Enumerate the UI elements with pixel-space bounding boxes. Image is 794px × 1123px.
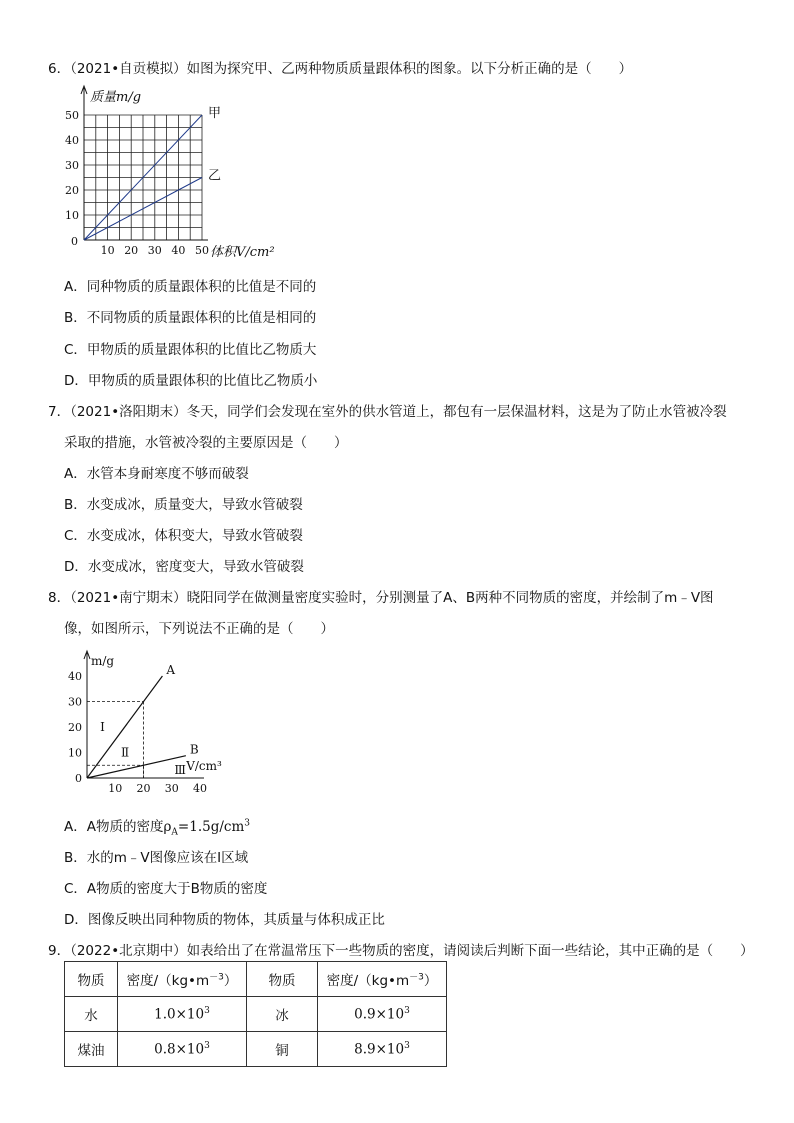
question-text: 冬天，同学们会发现在室外的供水管道上，都包有一层保温材料，这是为了防止水管被冷裂 xyxy=(186,404,727,420)
table-cell: 水 xyxy=(65,997,118,1032)
density-value: =1.5g/cm xyxy=(177,819,245,835)
table-cell: $0.9\times 10^3$ xyxy=(318,997,447,1032)
x-tick-label: 50 xyxy=(195,244,209,257)
question-source: （2021•南宁期末） xyxy=(70,590,187,606)
x-tick-label: 20 xyxy=(124,244,139,257)
question-source: （2021•洛阳期末） xyxy=(70,404,187,420)
question-text: 如表给出了在常温常压下一些物质的密度，请阅读后判断下面一些结论，其中正确的是（ ） xyxy=(186,943,754,959)
question-number: 8． xyxy=(48,590,71,606)
y-tick-label: 30 xyxy=(68,695,82,709)
option-a-text: A．A物质的密度 xyxy=(64,819,164,835)
table-row xyxy=(65,1032,447,1067)
rho-symbol: ρ xyxy=(163,819,172,835)
question-number: 7． xyxy=(48,404,71,420)
x-tick-label: 40 xyxy=(193,782,207,795)
question-7-stem xyxy=(48,400,727,420)
q8-option-b[interactable]: B．水的m﹣V图像应该在Ⅰ区域 xyxy=(64,850,249,866)
question-text: 晓阳同学在做测量密度实验时，分别测量了A、B两种不同物质的密度，并绘制了m﹣V图 xyxy=(186,590,714,606)
question-6-stem xyxy=(48,57,632,77)
x-tick-label: 30 xyxy=(147,244,162,257)
density-table xyxy=(64,961,447,1067)
x-tick-label: 10 xyxy=(108,782,123,795)
table-row xyxy=(65,997,447,1032)
x-tick-label: 20 xyxy=(136,782,151,795)
table-header-row xyxy=(65,962,447,997)
series-label: B xyxy=(189,742,199,757)
table-cell: 煤油 xyxy=(65,1032,118,1067)
series-label: 乙 xyxy=(208,168,222,184)
question-source: （2022•北京期中） xyxy=(70,943,187,959)
region-label: Ⅱ xyxy=(121,745,130,760)
question-7-stem-line2: 采取的措施，水管被冷裂的主要原因是（ ） xyxy=(64,435,348,451)
x-tick-label: 40 xyxy=(171,244,186,257)
x-tick-label: 30 xyxy=(164,782,179,795)
x-tick-label: 10 xyxy=(100,244,115,257)
x-axis-label: V/cm³ xyxy=(186,759,222,773)
q7-option-c[interactable]: C．水变成冰，体积变大，导致水管破裂 xyxy=(64,528,303,544)
origin-label: 0 xyxy=(71,235,78,248)
table-cell: $0.8\times 10^3$ xyxy=(118,1032,247,1067)
mass-volume-chart-2 xyxy=(60,647,260,797)
question-source: （2021•自贡模拟） xyxy=(70,61,187,77)
question-number: 9． xyxy=(48,943,71,959)
q6-option-c[interactable]: C．甲物质的质量跟体积的比值比乙物质大 xyxy=(64,342,317,358)
y-tick-label: 10 xyxy=(65,209,79,222)
y-tick-label: 20 xyxy=(68,721,82,734)
x-axis-label: 体积V/cm² xyxy=(210,245,275,260)
table-cell: $8.9\times 10^3$ xyxy=(318,1032,447,1067)
q7-option-d[interactable]: D．水变成冰，密度变大，导致水管破裂 xyxy=(64,559,304,575)
y-tick-label: 40 xyxy=(65,134,79,147)
header-cell: 物质 xyxy=(65,962,118,997)
question-8-stem-line2: 像，如图所示，下列说法不正确的是（ ） xyxy=(64,621,334,637)
series-line xyxy=(87,676,162,778)
y-tick-label: 20 xyxy=(65,184,79,197)
series-line xyxy=(87,756,186,778)
q6-option-d[interactable]: D．甲物质的质量跟体积的比值比乙物质小 xyxy=(64,373,318,389)
table-cell: 冰 xyxy=(247,997,318,1032)
origin-label: 0 xyxy=(75,772,82,785)
q7-option-a[interactable]: A．水管本身耐寒度不够而破裂 xyxy=(64,466,249,482)
region-label: Ⅰ xyxy=(100,720,105,734)
q6-option-b[interactable]: B．不同物质的质量跟体积的比值是相同的 xyxy=(64,310,317,326)
question-text: 如图为探究甲、乙两种物质质量跟体积的图象。以下分析正确的是（ ） xyxy=(186,61,633,77)
header-cell: 物质 xyxy=(247,962,318,997)
y-tick-label: 50 xyxy=(65,109,79,122)
header-cell: 密度$/(kg•m^{-3})$ xyxy=(118,962,247,997)
q7-option-b[interactable]: B．水变成冰，质量变大，导致水管破裂 xyxy=(64,497,303,513)
q6-option-a[interactable]: A．同种物质的质量跟体积的比值是不同的 xyxy=(64,279,317,295)
q8-option-d[interactable]: D．图像反映出同种物质的物体，其质量与体积成正比 xyxy=(64,912,385,928)
series-label: 甲 xyxy=(208,106,222,121)
y-tick-label: 10 xyxy=(68,746,82,760)
table-cell: 铜 xyxy=(247,1032,318,1067)
question-9-stem xyxy=(48,939,754,959)
y-tick-label: 30 xyxy=(65,159,79,172)
mass-volume-chart-1 xyxy=(60,84,290,264)
region-label: Ⅲ xyxy=(174,762,187,777)
q8-option-c[interactable]: C．A物质的密度大于B物质的密度 xyxy=(64,881,268,897)
question-number: 6． xyxy=(48,61,71,77)
series-label: A xyxy=(166,663,176,677)
q8-option-a[interactable] xyxy=(64,815,250,838)
header-cell: 密度$/(kg•m^{-3})$ xyxy=(318,962,447,997)
table-cell: $1.0\times 10^3$ xyxy=(118,997,247,1032)
unit-exponent: 3 xyxy=(244,818,250,829)
question-8-stem xyxy=(48,586,714,606)
y-tick-label: 40 xyxy=(68,670,82,683)
y-axis-label: 质量m/g xyxy=(90,90,142,105)
rho-subscript: A xyxy=(171,827,178,838)
y-axis-label: m/g xyxy=(91,654,115,668)
